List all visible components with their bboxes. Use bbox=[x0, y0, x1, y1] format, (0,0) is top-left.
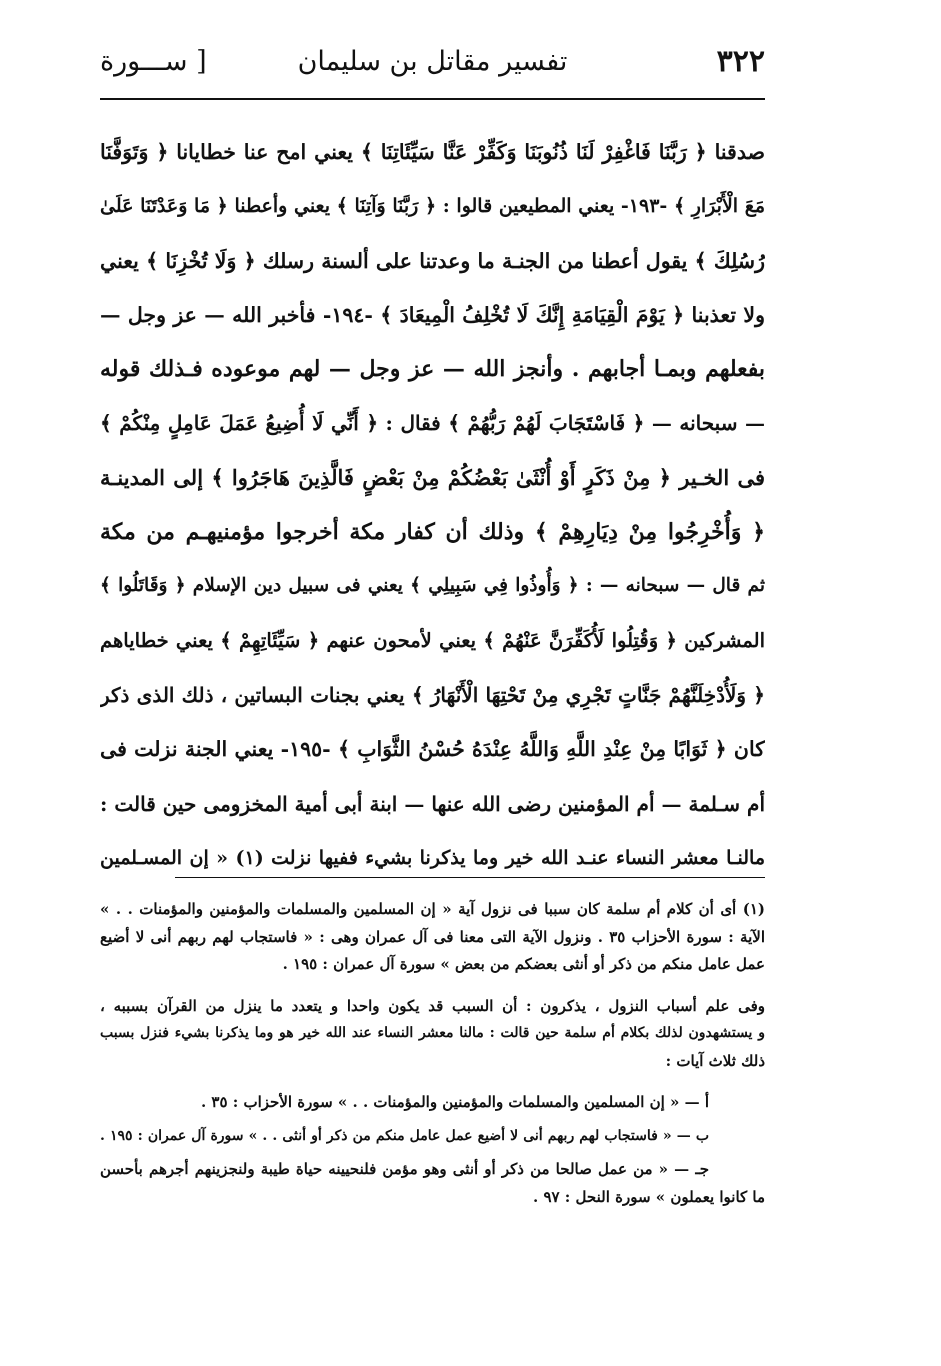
page-number: ٣٢٢ bbox=[716, 44, 765, 79]
text-line: المشركين ﴿ وَقُتِلُوا لَأُكَفِّرَنَّ عَنْهُمْ ﴾ يعني لأمحون عنهم ﴿ سَيِّئَاتِهِمْ ﴾ يعني خطاياهم bbox=[100, 628, 765, 652]
footnote-rule bbox=[175, 877, 765, 878]
text-line: ثم قال — سبحانه — : ﴿ وَأُوذُوا فِي سَبِيلِي ﴾ يعني فى سبيل دين الإسلام ﴿ وَقَاتَلُوا ﴾ bbox=[100, 575, 765, 597]
footnote-line: عمل عامل منكم من ذكر أو أنثى بعضكم من بعض » سورة آل عمران : ١٩٥ . bbox=[282, 955, 765, 973]
text-line: ولا تعذبنا ﴿ يَوْمَ الْقِيَامَةِ إِنَّكَ لَا تُخْلِفُ الْمِيعَادَ ﴾ -١٩٤- فأخبر الله — عز وجل — bbox=[100, 302, 765, 327]
footnote-list-item: أ — « إن المسلمين والمسلمات والمؤمنين والمؤمنات . . » سورة الأحزاب : ٣٥ . bbox=[200, 1093, 709, 1111]
running-header bbox=[100, 38, 765, 94]
text-line: فى الخـير ﴿ مِنْ ذَكَرٍ أَوْ أُنْثَىٰ بَعْضُكُمْ مِنْ بَعْضٍ فَالَّذِينَ هَاجَرُوا ﴾ إلى المدينـة bbox=[100, 464, 765, 490]
footnotes bbox=[100, 896, 765, 1211]
text-line: مَعَ الْأَبْرَارِ ﴾ -١٩٣- يعني المطيعين قالوا : ﴿ رَبَّنَا وَآتِنَا ﴾ يعني وأعطنا ﴿ مَا وَعَدْتَنَا عَلَىٰ bbox=[100, 195, 765, 218]
text-line: كان ﴿ ثَوَابًا مِنْ عِنْدِ اللَّهِ وَاللَّهُ عِنْدَهُ حُسْنُ الثَّوَابِ ﴾ -١٩٥- يعني الجنة نزلت فى bbox=[100, 737, 765, 762]
footnote-line: (١) أى أن كلام أم سلمة كان سببا فى نزول آية « إن المسلمين والمسلمات والمؤمنين والمؤمنات . . » bbox=[100, 900, 765, 918]
text-line: ﴿ وَأُخْرِجُوا مِنْ دِيَارِهِمْ ﴾ وذلك أن كفار مكة أخرجوا مؤمنيهـم من مكة bbox=[100, 519, 765, 546]
footnote-list-item-continued: ما كانوا يعملون » سورة النحل : ٩٧ . bbox=[533, 1187, 765, 1206]
footnote-list-item: ب — « فاستجاب لهم ربهم أنى لا أضيع عمل عامل منكم من ذكر أو أنثى . . » سورة آل عمران : ١٩٥ . bbox=[100, 1127, 709, 1144]
footnote-line: ذلك ثلاث آيات : bbox=[665, 1051, 765, 1070]
header-rule bbox=[100, 98, 765, 100]
text-line: ﴿ وَلَأُدْخِلَنَّهُمْ جَنَّاتٍ تَجْرِي مِنْ تَحْتِهَا الْأَنْهَارُ ﴾ يعني بجنات البساتين ، ذلك الذى ذكر bbox=[100, 682, 765, 707]
footnote-line: وفى علم أسباب النزول ، يذكرون : أن السبب قد يكون واحدا و يتعدد ما ينزل من القرآن بسببه ، bbox=[100, 996, 765, 1015]
text-line: مالنـا معشر النساء عنـد الله خير وما يذكرنا بشيء ففيها نزلت (١) « إن المسـلمين bbox=[100, 846, 765, 869]
footnote-line: و يستشهدون لذلك بكلام أم سلمة حين قالت : مالنا معشر النساء عند الله خير هو وما يذكرنا بشيء فنزل بسبب bbox=[100, 1025, 765, 1041]
text-line: بفعلهم وبمـا أجابهم . وأنجز الله — عز وجل — لهم موعوده فـذلك قوله bbox=[100, 356, 765, 383]
surah-label: [ ســـورة bbox=[100, 46, 207, 77]
text-line: رُسُلِكَ ﴾ يقول أعطنا من الجنـة ما وعدتنا على ألسنة رسلك ﴿ وَلَا تُخْزِنَا ﴾ يعني bbox=[100, 248, 765, 273]
book-title: تفسير مقاتل بن سليمان bbox=[297, 46, 568, 77]
footnote-line: الآية : سورة الأحزاب ٣٥ . ونزول الآية التى معنا فى آل عمران وهى : « فاستجاب لهم ربهم أنى لا أضيع bbox=[100, 927, 765, 946]
main-text bbox=[100, 125, 765, 885]
footnote-list-item: جـ — « من عمل صالحا من ذكر أو أنثى وهو مؤمن فلنحيينه حياة طيبة ولنجزينهم أجرهم بأحسن bbox=[100, 1160, 709, 1178]
text-line: — سبحانه — ﴿ فَاسْتَجَابَ لَهُمْ رَبُّهُمْ ﴾ فقال : ﴿ أَنِّي لَا أُضِيعُ عَمَلَ عَامِلٍ مِنْكُمْ ﴾ bbox=[100, 411, 765, 436]
text-line: صدقنا ﴿ رَبَّنَا فَاغْفِرْ لَنَا ذُنُوبَنَا وَكَفِّرْ عَنَّا سَيِّئَاتِنَا ﴾ يعني امح عنا خطايانا ﴿ وَتَوَفَّنَا bbox=[100, 140, 765, 164]
text-line: أم سـلمة — أم المؤمنين رضى الله عنها — ابنة أبى أمية المخزومى حين قالت : bbox=[100, 791, 765, 816]
